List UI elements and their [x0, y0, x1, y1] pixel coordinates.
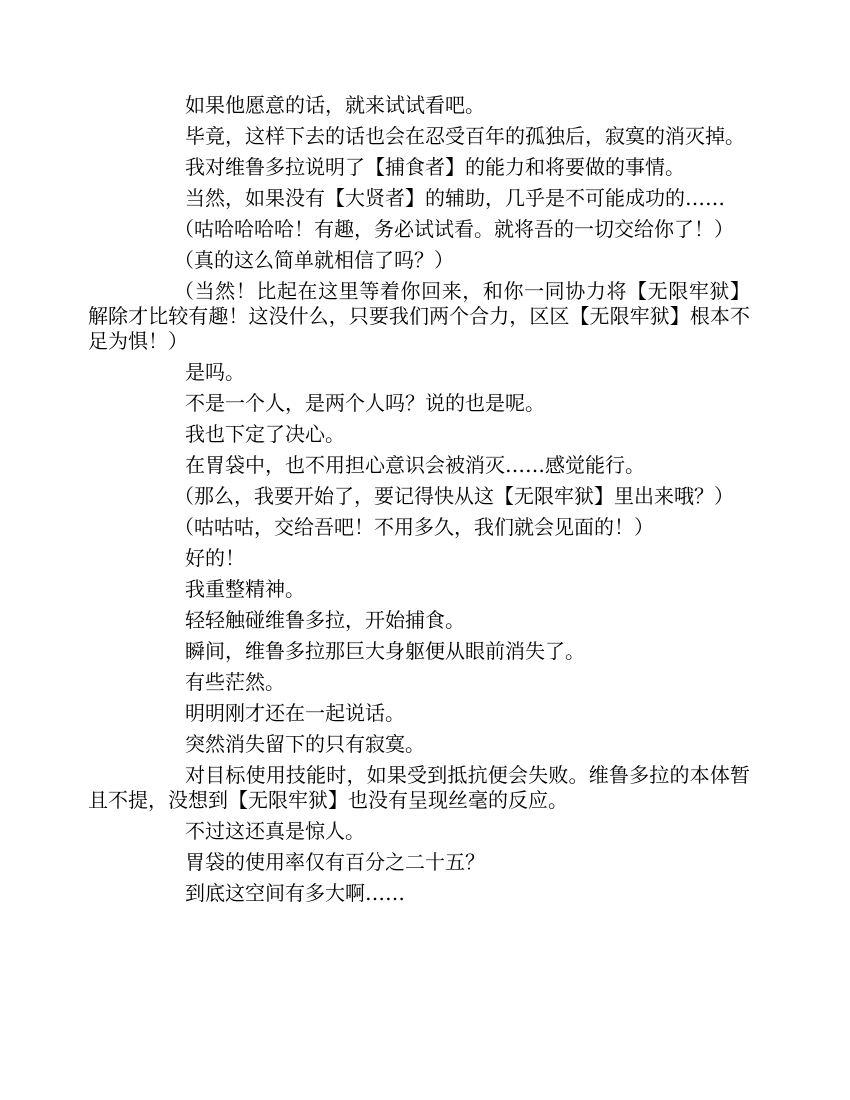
body-text [88, 93, 750, 912]
paragraph: 不是一个人，是两个人吗？说的也是呢。 [185, 391, 545, 415]
paragraph: 如果他愿意的话，就来试试看吧。 [185, 93, 485, 117]
paragraph: 是吗。 [185, 360, 245, 384]
paragraph: 突然消失留下的只有寂寞。 [185, 732, 425, 756]
paragraph: 当然，如果没有【大贤者】的辅助，几乎是不可能成功的…… [185, 186, 725, 210]
paragraph: 瞬间，维鲁多拉那巨大身躯便从眼前消失了。 [185, 639, 585, 663]
paragraph: （咕哈哈哈哈！有趣，务必试试看。就将吾的一切交给你了！） [174, 217, 734, 241]
paragraph: 好的！ [185, 546, 245, 570]
paragraph: 胃袋的使用率仅有百分之二十五？ [185, 850, 485, 874]
paragraph: 到底这空间有多大啊…… [185, 881, 405, 905]
paragraph: 我也下定了决心。 [185, 422, 345, 446]
paragraph: 我重整精神。 [185, 577, 305, 601]
paragraph: （咕咕咕，交给吾吧！不用多久，我们就会见面的！） [174, 515, 654, 539]
paragraph: 明明刚才还在一起说话。 [185, 701, 405, 725]
paragraph: 不过这还真是惊人。 [185, 819, 365, 843]
paragraph: 有些茫然。 [185, 670, 285, 694]
paragraph: （那么，我要开始了，要记得快从这【无限牢狱】里出来哦？） [174, 484, 734, 508]
paragraph: 轻轻触碰维鲁多拉，开始捕食。 [185, 608, 465, 632]
paragraph: （真的这么简单就相信了吗？） [174, 248, 454, 272]
paragraph: 在胃袋中，也不用担心意识会被消灭……感觉能行。 [185, 453, 645, 477]
paragraph: 对目标使用技能时，如果受到抵抗便会失败。维鲁多拉的本体暂且不提，没想到【无限牢狱】也没有呈现丝毫的反应。 [88, 763, 750, 812]
paragraph: 我对维鲁多拉说明了【捕食者】的能力和将要做的事情。 [185, 155, 685, 179]
paragraph: 毕竟，这样下去的话也会在忍受百年的孤独后，寂寞的消灭掉。 [185, 124, 745, 148]
paragraph: （当然！比起在这里等着你回来，和你一同协力将【无限牢狱】解除才比较有趣！这没什么，只要我们两个合力，区区【无限牢狱】根本不足为惧！） [88, 279, 750, 353]
